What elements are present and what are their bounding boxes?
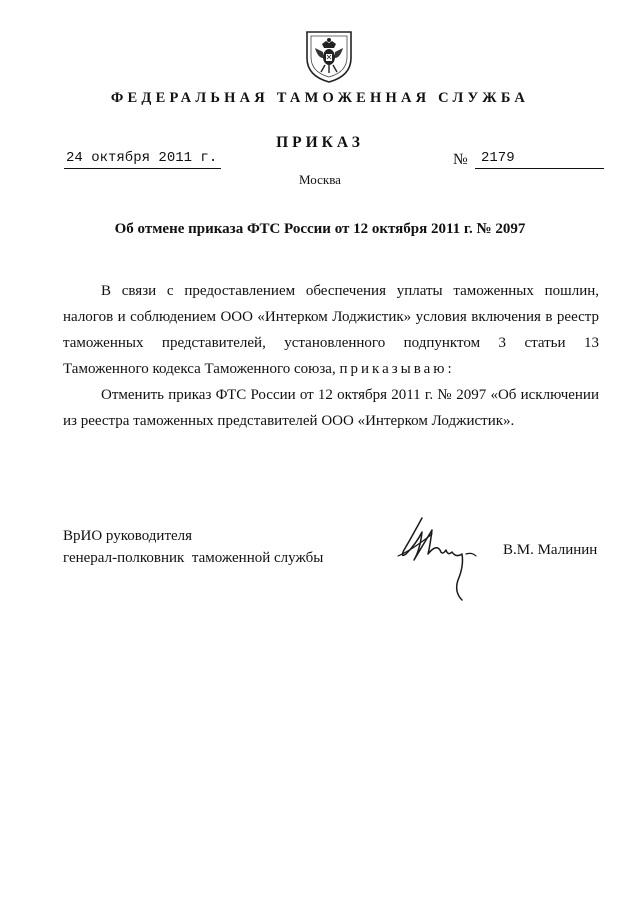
- signer-name: В.М. Малинин: [503, 542, 598, 558]
- city: Москва: [299, 172, 341, 187]
- order-date: 24 октября 2011 г.: [64, 150, 221, 169]
- order-body: [63, 278, 599, 434]
- handwritten-signature-icon: [392, 510, 492, 602]
- agency-name: ФЕДЕРАЛЬНАЯ ТАМОЖЕННАЯ СЛУЖБА: [110, 90, 530, 106]
- paragraph-2: Отменить приказ ФТС России от 12 октября 2011 г. № 2097 «Об исключении из реестра таможенных представителей ООО «Интерком Лоджистик».: [63, 387, 599, 429]
- order-number: 2179: [475, 150, 604, 169]
- signer-position: [63, 525, 323, 569]
- order-subject: Об отмене приказа ФТС России от 12 октября 2011 г. № 2097: [114, 221, 526, 237]
- paragraph-1: [63, 278, 599, 382]
- paragraph-1-text: В связи с предоставлением обеспечения уплаты таможенных пошлин, налогов и соблюдением ООО «Интерком Лоджистик» условия включения в реестр таможенных представителей, установленного подпунктом 3 статьи 13 Таможенного кодекса Таможенного союза,: [63, 283, 599, 377]
- position-line-2: генерал-полковник таможенной службы: [63, 550, 324, 566]
- command-word: приказываю:: [339, 361, 455, 377]
- coat-of-arms-icon: [303, 28, 355, 84]
- position-line-1: ВрИО руководителя: [63, 528, 193, 544]
- order-number-label: №: [453, 151, 468, 168]
- document-type: ПРИКАЗ: [276, 134, 364, 151]
